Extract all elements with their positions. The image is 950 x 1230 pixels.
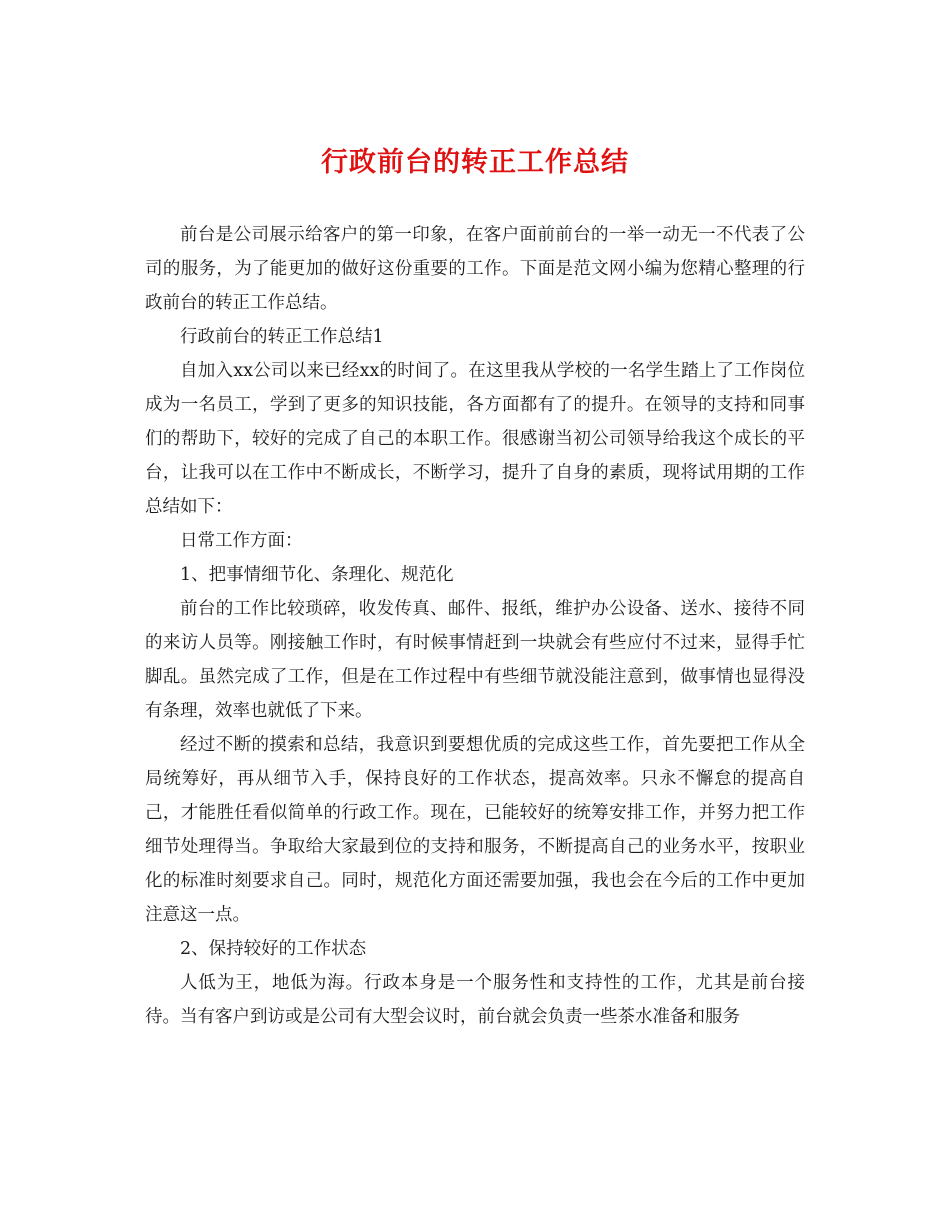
body-paragraph: 自加入xx公司以来已经xx的时间了。在这里我从学校的一名学生踏上了工作岗位成为一名员工，学到了更多的知识技能，各方面都有了的提升。在领导的支持和同事们的帮助下，较好的完成了自己的本职工作。很感谢当初公司领导给我这个成长的平台，让我可以在工作中不断成长，不断学习，提升了自身的素质，现将试用期的工作总结如下： (145, 361, 805, 517)
list-heading: 1、把事情细节化、条理化、规范化 (180, 565, 454, 585)
subsection-heading: 日常工作方面： (180, 531, 303, 551)
list-heading: 2、保持较好的工作状态 (180, 939, 367, 959)
page-title: 行政前台的转正工作总结 (321, 147, 629, 178)
body-paragraph: 经过不断的摸索和总结，我意识到要想优质的完成这些工作，首先要把工作从全局统筹好，再从细节入手，保持良好的工作状态，提高效率。只永不懈怠的提高自己，才能胜任看似简单的行政工作。现在，已能较好的统筹安排工作，并努力把工作细节处理得当。争取给大家最到位的支持和服务，不断提高自己的业务水平，按职业化的标准时刻要求自己。同时，规范化方面还需要加强，我也会在今后的工作中更加注意这一点。 (145, 735, 805, 925)
document-body (145, 218, 805, 1034)
body-paragraph: 人低为王，地低为海。行政本身是一个服务性和支持性的工作，尤其是前台接待。当有客户到访或是公司有大型会议时，前台就会负责一些茶水准备和服务 (145, 973, 805, 1027)
body-paragraph: 前台的工作比较琐碎，收发传真、邮件、报纸，维护办公设备、送水、接待不同的来访人员等。刚接触工作时，有时候事情赶到一块就会有些应付不过来，显得手忙脚乱。虽然完成了工作，但是在工作过程中有些细节就没能注意到，做事情也显得没有条理，效率也就低了下来。 (145, 599, 805, 721)
intro-paragraph: 前台是公司展示给客户的第一印象，在客户面前前台的一举一动无一不代表了公司的服务，为了能更加的做好这份重要的工作。下面是范文网小编为您精心整理的行政前台的转正工作总结。 (145, 225, 805, 313)
section-heading: 行政前台的转正工作总结1 (180, 327, 384, 347)
